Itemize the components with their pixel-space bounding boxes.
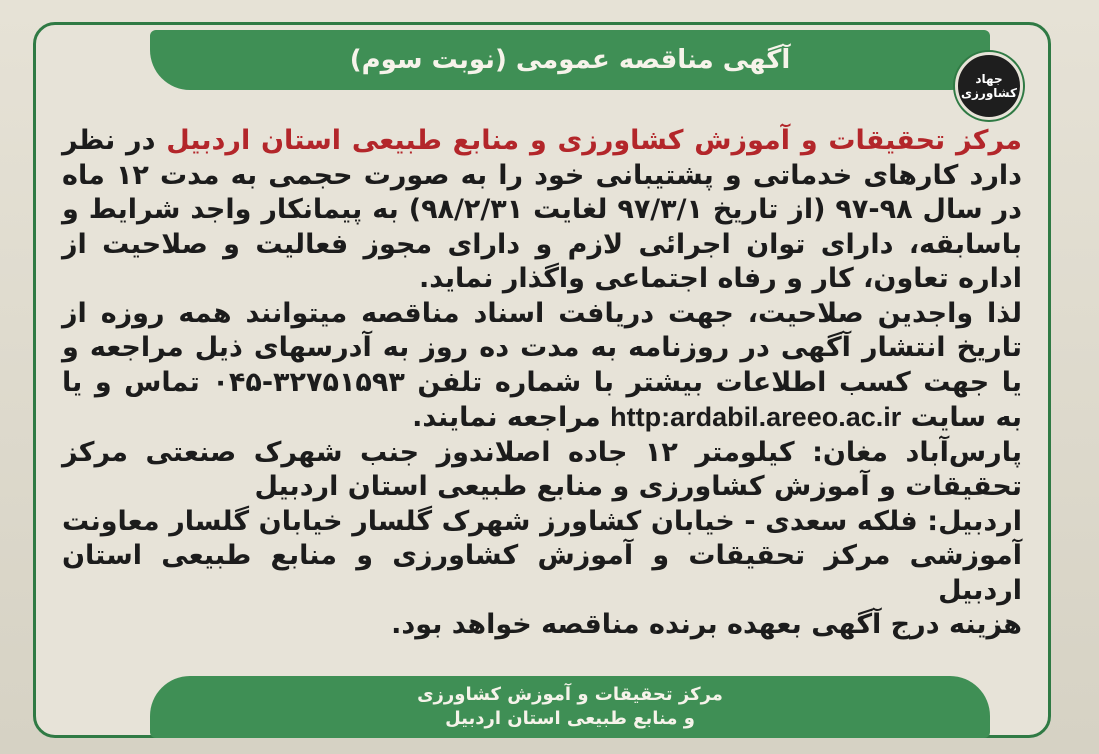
header-band — [150, 30, 990, 90]
footer-line1: مرکز تحقیقات و آموزش کشاورزی — [417, 684, 723, 705]
footer-band — [150, 676, 990, 738]
paragraph-fee-note: هزینه درج آگهی بعهده برنده مناقصه خواهد بود. — [391, 609, 1022, 640]
ad-title: آگهی مناقصه عمومی (نوبت سوم) — [349, 45, 791, 75]
paragraph-address-parsabad: پارس‌آباد مغان: کیلومتر ۱۲ جاده اصلاندوز جنب شهرک صنعتی مرکز تحقیقات و آموزش کشاورزی و منابع طبیعی استان اردبیل — [62, 436, 1022, 502]
website-link[interactable]: http:ardabil.areeo.ac.ir — [610, 402, 902, 432]
organization-name: مرکز تحقیقات و آموزش کشاورزی و منابع طبیعی استان اردبیل — [166, 125, 1022, 156]
logo-line2: کشاورزی — [961, 86, 1017, 100]
ad-body — [62, 124, 1022, 643]
intro-text: در نظر دارد کارهای خدماتی و پشتیبانی خود را به صورت حجمی به مدت ۱۲ ماه در سال ۹۸-۹۷ (از تاریخ ۹۷/۳/۱ لغایت ۹۸/۲/۳۱) به پیمانکار واجد شرایط و باسابقه، دارای توان اجرائی لازم و دارای مجوز فعالیت و صلاحیت از اداره تعاون، کار و رفاه اجتماعی واگذار نماید. — [62, 125, 1022, 294]
instructions-end: مراجعه نمایند. — [412, 402, 611, 433]
logo-line1: جهاد — [975, 72, 1003, 86]
paragraph-address-ardabil: اردبیل: فلکه سعدی - خیابان کشاورز شهرک گلسار خیابان گلسار معاونت آموزشی مرکز تحقیقات و آموزش کشاورزی و منابع طبیعی استان اردبیل — [62, 505, 1022, 606]
paragraph-instructions — [62, 297, 1022, 436]
instructions-text: لذا واجدین صلاحیت، جهت دریافت اسناد مناقصه میتوانند همه روزه از تاریخ انتشار آگهی در روزنامه به مدت ده روز به آدرسهای ذیل مراجعه و یا جهت کسب اطلاعات بیشتر با شماره تلفن ۳۲۷۵۱۵۹۳-۰۴۵ تماس و یا به سایت — [62, 297, 1022, 433]
paragraph-intro — [62, 124, 1022, 297]
jihad-agriculture-logo-icon — [955, 52, 1023, 120]
footer-line2: و منابع طبیعی استان اردبیل — [445, 708, 695, 729]
